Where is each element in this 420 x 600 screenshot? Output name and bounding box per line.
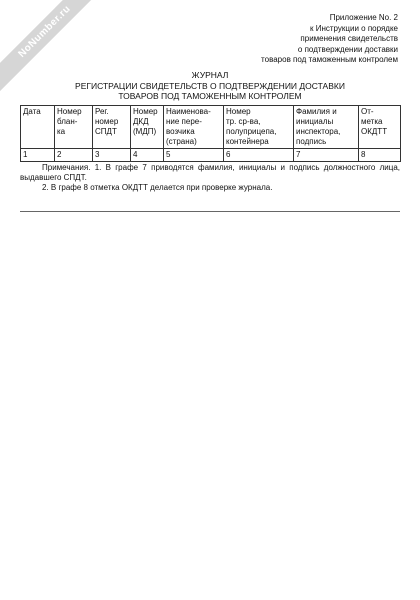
column-header-text: Фамилия и инициалы инспектора, подпись xyxy=(296,107,341,146)
column-number: 4 xyxy=(131,149,164,162)
title-line: РЕГИСТРАЦИИ СВИДЕТЕЛЬСТВ О ПОДТВЕРЖДЕНИИ ДОСТАВКИ xyxy=(75,80,345,91)
column-header xyxy=(224,106,294,149)
column-header-text: Рег. номер СПДТ xyxy=(95,107,119,136)
column-number: 2 xyxy=(55,149,93,162)
title-line: ЖУРНАЛ xyxy=(191,70,229,80)
column-number: 7 xyxy=(294,149,359,162)
column-header-text: Номер ДКД (МДП) xyxy=(133,107,158,136)
column-number: 5 xyxy=(164,149,224,162)
note-paragraph: Примечания. 1. В графе 7 приводятся фамилия, инициалы и подпись должностного лица, выдавшего СПДТ. xyxy=(20,163,400,182)
column-header-text: Дата xyxy=(23,107,41,116)
watermark-text: NoNumber.ru xyxy=(16,3,73,60)
title-line: ТОВАРОВ ПОД ТАМОЖЕННЫМ КОНТРОЛЕМ xyxy=(118,91,302,101)
appendix-line: применения свидетельств xyxy=(300,34,398,43)
notes-section xyxy=(20,163,400,193)
column-header xyxy=(93,106,131,149)
column-header-text: От- метка ОКДТТ xyxy=(361,107,388,136)
column-header-text: Номер блан- ка xyxy=(57,107,82,136)
column-header xyxy=(164,106,224,149)
column-number: 1 xyxy=(21,149,55,162)
appendix-line: к Инструкции о порядке xyxy=(309,23,398,33)
column-header-text: Наименова- ние пере- возчика (страна) xyxy=(166,107,211,146)
bottom-divider xyxy=(20,211,400,212)
note-paragraph: 2. В графе 8 отметка ОКДТТ делается при проверке журнала. xyxy=(42,183,273,192)
column-number: 6 xyxy=(224,149,294,162)
column-header xyxy=(21,106,55,149)
column-number: 8 xyxy=(359,149,401,162)
table-header-row xyxy=(21,106,401,149)
document-title xyxy=(0,70,420,102)
journal-table xyxy=(20,105,401,162)
column-number-row xyxy=(21,149,401,162)
column-header xyxy=(131,106,164,149)
appendix-line: Приложение No. 2 xyxy=(329,13,398,22)
column-header xyxy=(294,106,359,149)
column-header xyxy=(359,106,401,149)
appendix-line: о подтверждении доставки xyxy=(297,44,398,54)
column-header xyxy=(55,106,93,149)
column-number: 3 xyxy=(93,149,131,162)
appendix-line: товаров под таможенным контролем xyxy=(261,55,398,64)
column-header-text: Номер тр. ср-ва, полуприцепа, контейнера xyxy=(226,107,277,146)
appendix-reference xyxy=(261,13,398,66)
